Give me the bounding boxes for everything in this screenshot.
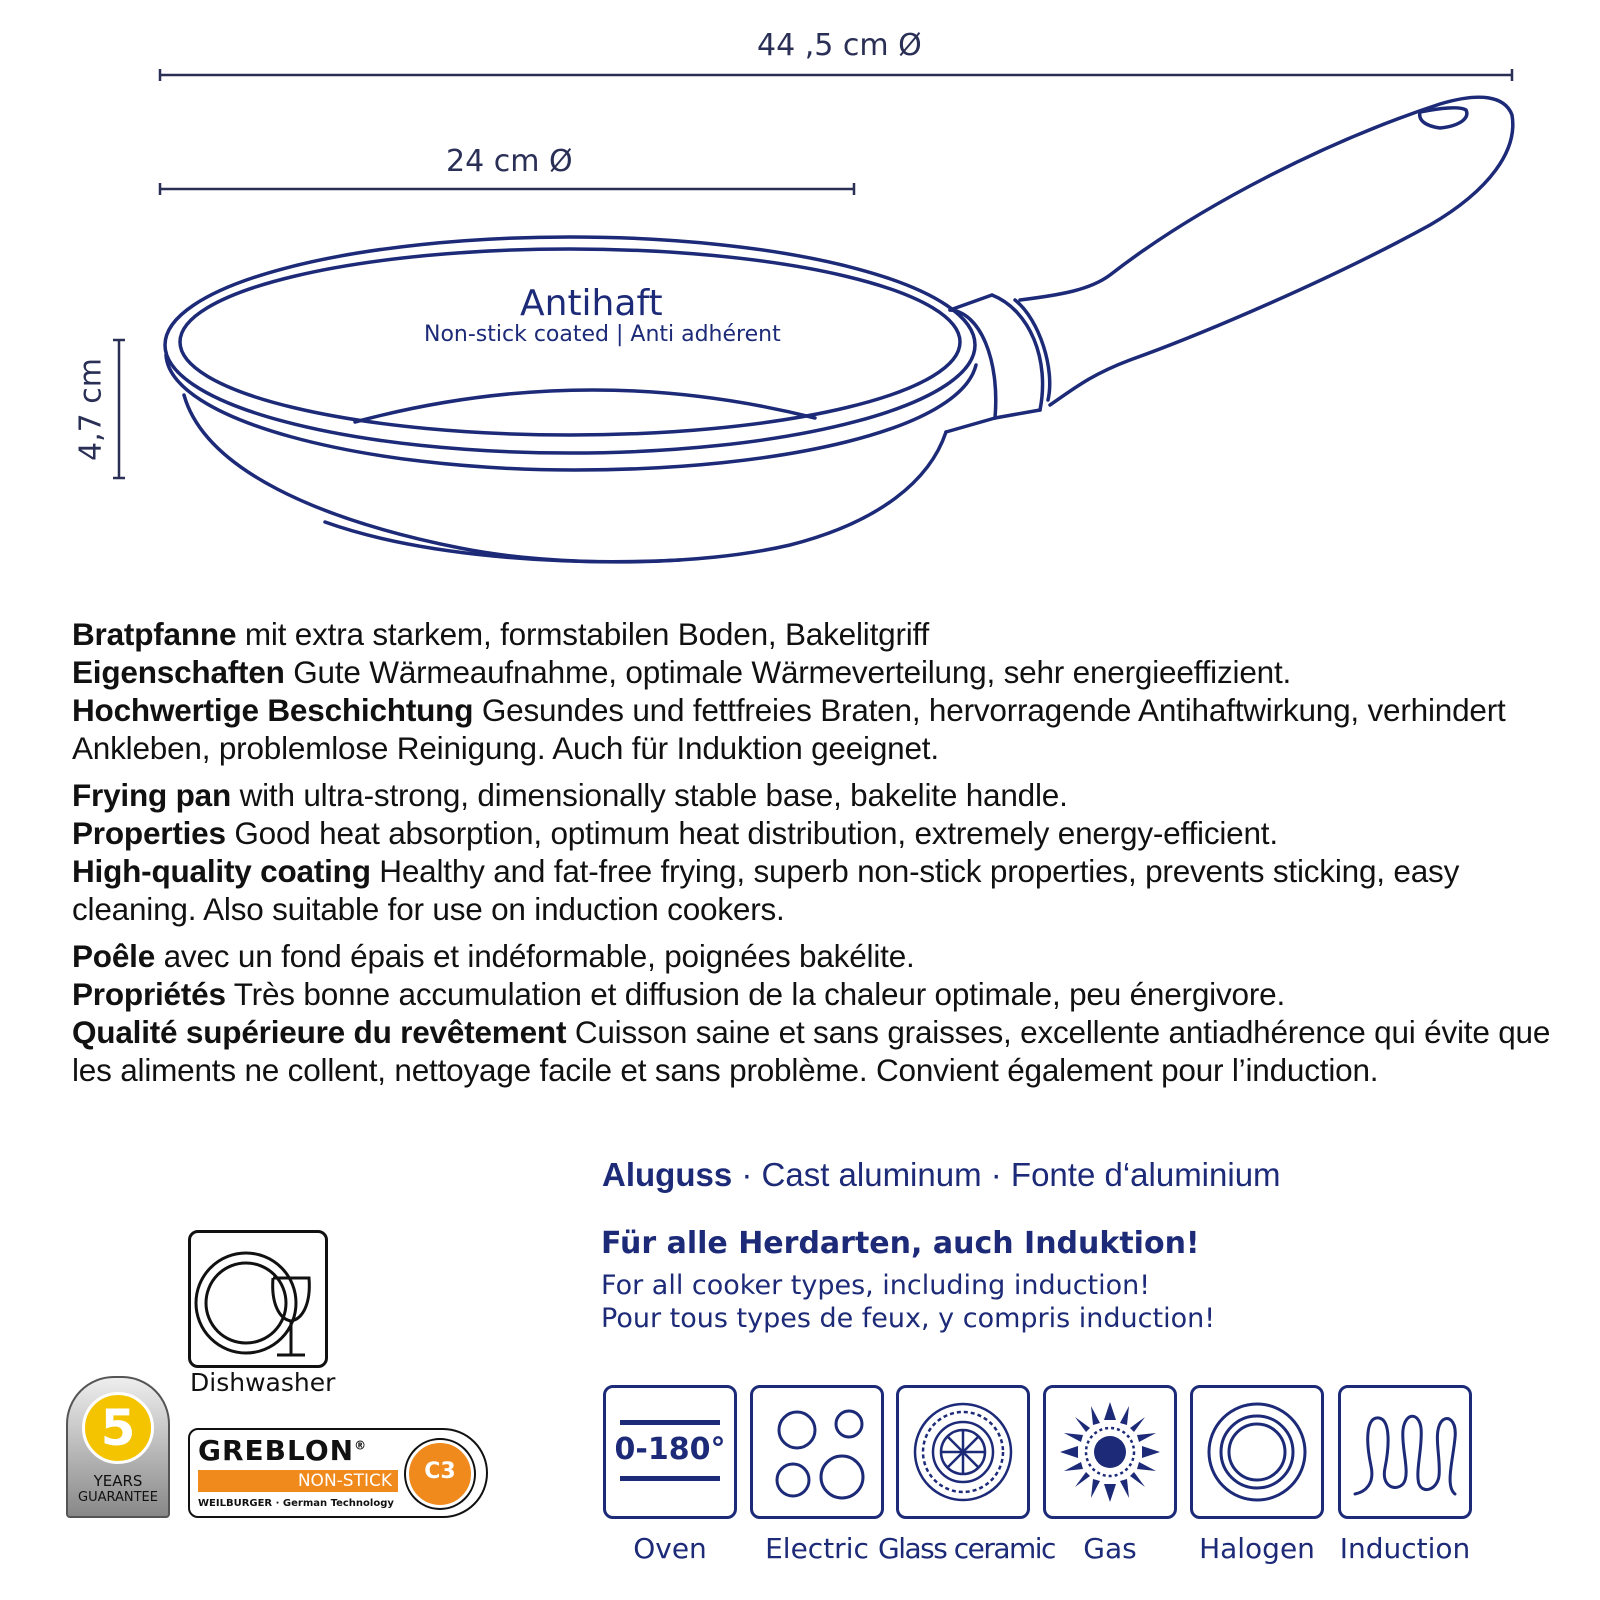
induction-label: Induction xyxy=(1339,1532,1471,1565)
desc-fr-2: Propriétés Très bonne accumulation et diffusion de la chaleur optimale, peu énergivore. xyxy=(72,976,1285,1012)
glass-ceramic-icon xyxy=(896,1385,1030,1519)
cooker-fr: Pour tous types de feux, y compris induction! xyxy=(601,1303,1216,1334)
desc-de-1: Bratpfanne mit extra starkem, formstabilen Boden, Bakelitgriff xyxy=(72,616,930,652)
desc-en-1: Frying pan with ultra-strong, dimensionally stable base, bakelite handle. xyxy=(72,777,1068,813)
greblon-footer: WEILBURGER · German Technology xyxy=(198,1498,394,1509)
gas-label: Gas xyxy=(1083,1532,1137,1565)
diameter-label: 24 cm Ø xyxy=(446,144,573,179)
dishwasher-label: Dishwasher xyxy=(190,1368,336,1397)
height-label: 4,7 cm xyxy=(73,358,109,461)
desc-de-3: Hochwertige Beschichtung Gesundes und fettfreies Braten, hervorragende Antihaftwirkung, verhindert Ankleben, problemlose Reinigung. Auch für Induktion geeignet. xyxy=(72,692,1506,766)
pan-label-subtitle: Non-stick coated | Anti adhérent xyxy=(424,322,781,347)
halogen-icon xyxy=(1190,1385,1324,1519)
material-bold: Aluguss xyxy=(602,1156,733,1193)
halogen-label: Halogen xyxy=(1199,1532,1315,1565)
electric-hob-icon xyxy=(750,1385,884,1519)
induction-coil-icon xyxy=(1338,1385,1472,1519)
desc-fr-3: Qualité supérieure du revêtement Cuisson saine et sans graisses, excellente antiadhérence qui évite que les aliments ne collent, nettoyage facile et sans problème. Convient également pour l’induction. xyxy=(72,1014,1551,1088)
greblon-brand: GREBLON® xyxy=(198,1434,368,1467)
gas-flame-icon xyxy=(1043,1385,1177,1519)
desc-de-2: Eigenschaften Gute Wärmeaufnahme, optimale Wärmeverteilung, sehr energieeffizient. xyxy=(72,654,1292,690)
description-en xyxy=(72,776,1572,928)
electric-label: Electric xyxy=(765,1532,869,1565)
material-line xyxy=(602,1156,1281,1194)
glass-ceramic-label: Glass ceramic xyxy=(878,1532,1055,1565)
dishwasher-icon xyxy=(188,1230,328,1368)
oven-label: Oven xyxy=(633,1532,707,1565)
desc-en-2: Properties Good heat absorption, optimum heat distribution, extremely energy-efficient. xyxy=(72,815,1278,851)
cooker-heading: Für alle Herdarten, auch Induktion! xyxy=(601,1226,1200,1261)
desc-en-3: High-quality coating Healthy and fat-free frying, superb non-stick properties, prevents sticking, easy cleaning. Also suitable for use on induction cookers. xyxy=(72,853,1460,927)
greblon-grade-disc xyxy=(406,1440,474,1508)
guarantee-number-disc xyxy=(82,1392,154,1464)
oven-temperature: 0-180° xyxy=(614,1432,726,1467)
material-rest: · Cast aluminum · Fonte d‘aluminium xyxy=(732,1156,1281,1193)
guarantee-number: 5 xyxy=(100,1399,136,1457)
desc-fr-1: Poêle avec un fond épais et indéformable, poignées bakélite. xyxy=(72,938,915,974)
oven-icon xyxy=(603,1385,737,1519)
greblon-grade: C3 xyxy=(424,1459,456,1484)
guarantee-years: YEARS xyxy=(93,1472,143,1490)
total-length-label: 44 ,5 cm Ø xyxy=(757,28,922,63)
pan-drawing xyxy=(0,0,1600,600)
description-fr xyxy=(72,937,1572,1089)
greblon-sub: NON-STICK xyxy=(198,1470,398,1492)
cooker-en: For all cooker types, including induction! xyxy=(601,1270,1151,1301)
pan-outline xyxy=(165,97,1513,562)
guarantee-text: GUARANTEE xyxy=(78,1490,158,1505)
description-de xyxy=(72,615,1572,767)
guarantee-badge xyxy=(66,1376,170,1518)
pan-label-title: Antihaft xyxy=(520,283,663,324)
greblon-logo xyxy=(188,1428,488,1518)
